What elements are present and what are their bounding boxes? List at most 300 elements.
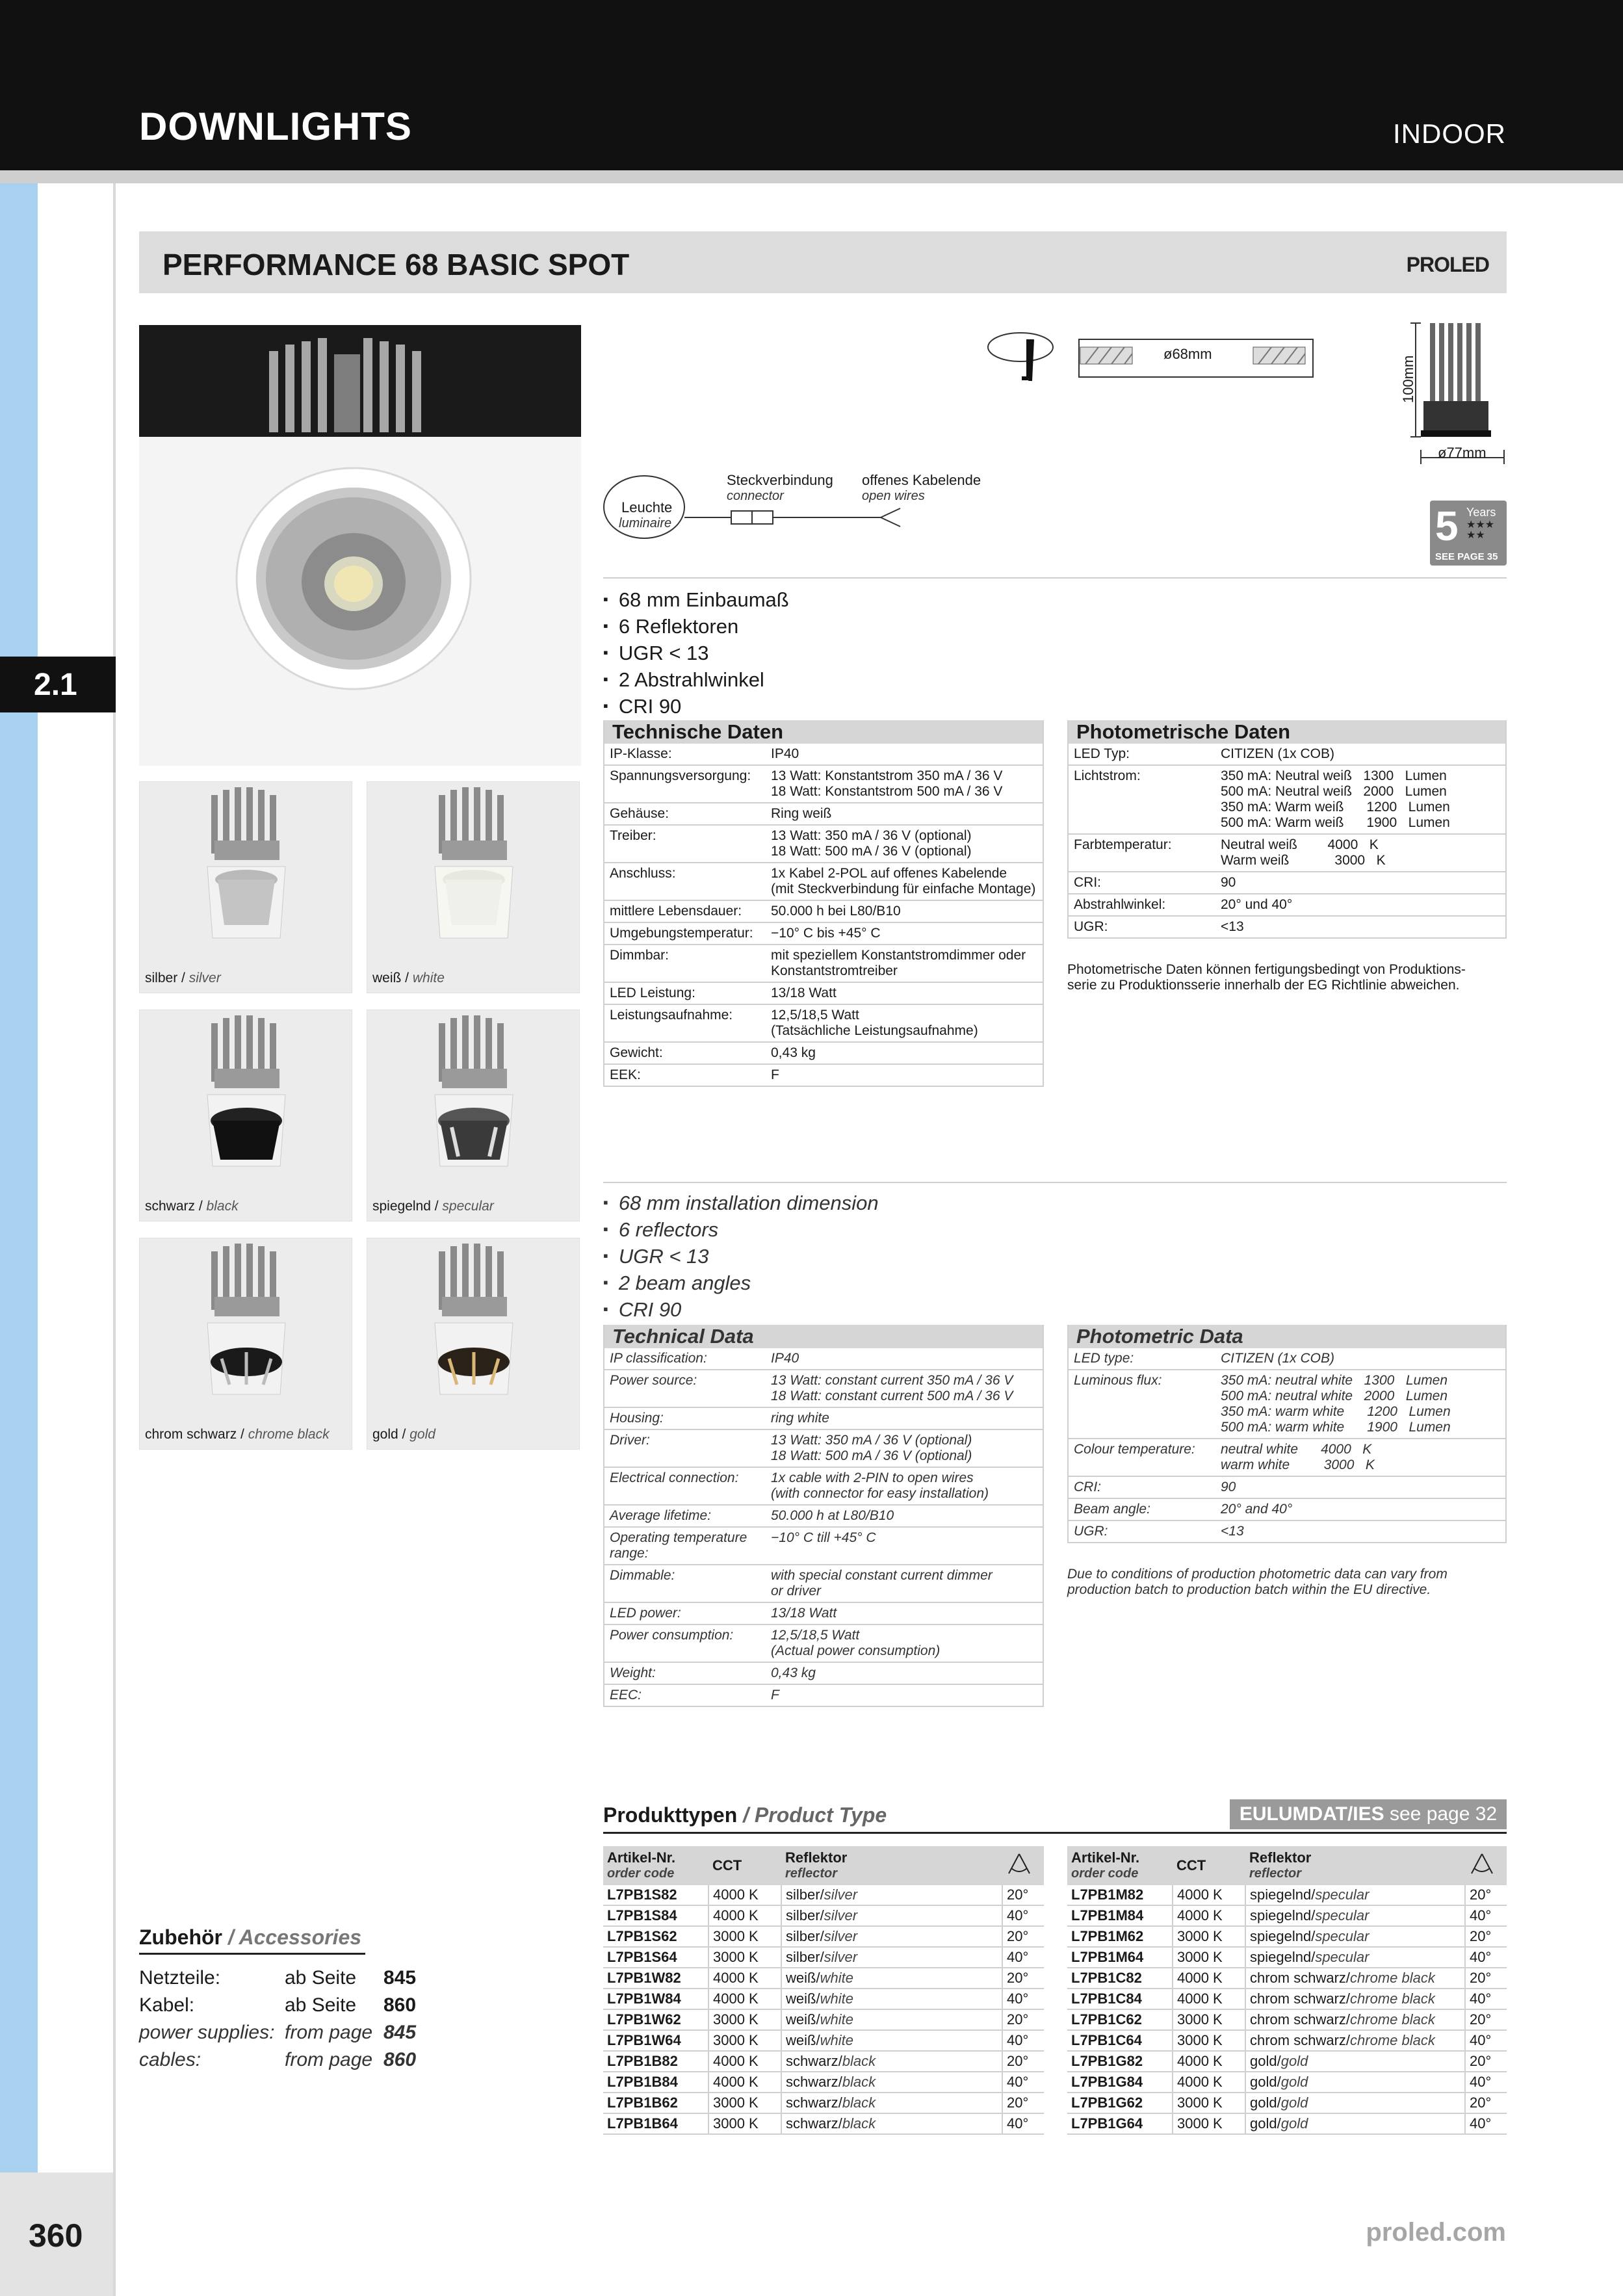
row-label: Leistungsaufnahme: bbox=[604, 1004, 766, 1042]
row-value: 12,5/18,5 Watt (Tatsächliche Leistungsaufnahme) bbox=[766, 1004, 1043, 1042]
photometric-data-de bbox=[1067, 720, 1507, 939]
beam-angle-value: 20° bbox=[1465, 1926, 1507, 1947]
table-row bbox=[603, 1989, 1044, 2009]
table-row bbox=[604, 765, 1043, 803]
order-code: L7PB1G82 bbox=[1067, 2051, 1173, 2072]
table-row bbox=[603, 1947, 1044, 1968]
row-value: 350 mA: Neutral weiß 1300 Lumen 500 mA: Neutral weiß 2000 Lumen 350 mA: Warm weiß 1200 Lumen 500 mA: Warm weiß 1900 Lumen bbox=[1215, 765, 1506, 834]
tech-data-de bbox=[603, 720, 1044, 1087]
order-code: L7PB1W64 bbox=[603, 2030, 708, 2051]
row-label: Power source: bbox=[604, 1370, 766, 1407]
order-code: L7PB1S82 bbox=[603, 1885, 708, 1905]
variant-label: gold / gold bbox=[372, 1427, 435, 1442]
feature-item: ▪ 6 reflectors bbox=[603, 1218, 879, 1244]
accessories-title: Zubehör / Accessories bbox=[139, 1925, 362, 1949]
beam-angle-value: 20° bbox=[1002, 2051, 1044, 2072]
row-value: CITIZEN (1x COB) bbox=[1215, 744, 1506, 765]
accessory-page-link[interactable]: 860 bbox=[383, 1994, 417, 2016]
cct-value: 3000 K bbox=[1173, 2009, 1245, 2030]
beam-angle-value: 20° bbox=[1002, 2093, 1044, 2113]
table-row bbox=[1067, 1926, 1507, 1947]
side-rail bbox=[0, 183, 38, 2172]
cct-value: 4000 K bbox=[708, 1968, 781, 1989]
cct-value: 4000 K bbox=[708, 1989, 781, 2009]
col-code: Artikel-Nr. order code bbox=[603, 1846, 708, 1885]
table-title: Photometric Data bbox=[1068, 1325, 1506, 1348]
table-row bbox=[603, 1968, 1044, 1989]
table-row bbox=[1068, 834, 1506, 872]
row-value: 50.000 h at L80/B10 bbox=[766, 1505, 1043, 1527]
col-code: Artikel-Nr. order code bbox=[1067, 1846, 1173, 1885]
reflector-value: chrom schwarz/chrome black bbox=[1245, 1968, 1465, 1989]
table-row bbox=[604, 922, 1043, 945]
row-label: Gewicht: bbox=[604, 1042, 766, 1064]
table-row bbox=[604, 1064, 1043, 1086]
diameter-dimension: ø77mm bbox=[1438, 445, 1487, 461]
feature-item: ▪ 6 Reflektoren bbox=[603, 614, 789, 641]
feature-item: ▪ CRI 90 bbox=[603, 694, 789, 721]
photometric-data-en bbox=[1067, 1325, 1507, 1543]
cutout-dimension: ø68mm bbox=[1163, 346, 1212, 362]
table-title: Technische Daten bbox=[604, 720, 1043, 744]
row-label: Dimmbar: bbox=[604, 945, 766, 982]
order-code: L7PB1S62 bbox=[603, 1926, 708, 1947]
reflector-value: silber/silver bbox=[781, 1885, 1002, 1905]
row-label: Driver: bbox=[604, 1429, 766, 1467]
table-row bbox=[1068, 744, 1506, 765]
order-code: L7PB1S64 bbox=[603, 1947, 708, 1968]
row-label: Average lifetime: bbox=[604, 1505, 766, 1527]
table-row bbox=[1067, 1968, 1507, 1989]
order-code: L7PB1C82 bbox=[1067, 1968, 1173, 1989]
row-value: Ring weiß bbox=[766, 803, 1043, 825]
table-row bbox=[604, 1004, 1043, 1042]
variant-photo-white bbox=[367, 781, 580, 993]
row-label: Treiber: bbox=[604, 825, 766, 863]
beam-angle-value: 40° bbox=[1002, 2030, 1044, 2051]
product-table-right bbox=[1067, 1846, 1507, 2135]
row-label: EEK: bbox=[604, 1064, 766, 1086]
cct-value: 3000 K bbox=[708, 1926, 781, 1947]
table-row bbox=[603, 2072, 1044, 2093]
table-row bbox=[604, 744, 1043, 765]
row-label: EEC: bbox=[604, 1684, 766, 1706]
reflector-value: chrom schwarz/chrome black bbox=[1245, 2009, 1465, 2030]
beam-angle-value: 20° bbox=[1465, 1968, 1507, 1989]
feature-item: ▪ 68 mm installation dimension bbox=[603, 1191, 879, 1218]
beam-angle-value: 40° bbox=[1002, 1989, 1044, 2009]
variant-label: chrom schwarz / chrome black bbox=[145, 1427, 330, 1442]
chapter-tab: 2.1 bbox=[0, 657, 116, 712]
table-row bbox=[604, 1370, 1043, 1407]
order-code: L7PB1M64 bbox=[1067, 1947, 1173, 1968]
variant-label: weiß / white bbox=[372, 971, 445, 985]
product-title: PERFORMANCE 68 BASIC SPOT bbox=[162, 248, 630, 281]
feature-item: ▪ UGR < 13 bbox=[603, 641, 789, 668]
variant-photo-black bbox=[139, 1010, 352, 1221]
row-value: Neutral weiß 4000 K Warm weiß 3000 K bbox=[1215, 834, 1506, 872]
beam-angle-value: 40° bbox=[1465, 2113, 1507, 2134]
row-value: −10° C till +45° C bbox=[766, 1527, 1043, 1565]
variant-label: spiegelnd / specular bbox=[372, 1199, 494, 1214]
feature-item: ▪ 2 Abstrahlwinkel bbox=[603, 668, 789, 694]
row-label: CRI: bbox=[1068, 872, 1215, 894]
variant-photo-silver bbox=[139, 781, 352, 993]
table-row bbox=[604, 1407, 1043, 1429]
beam-angle-icon bbox=[1465, 1846, 1507, 1885]
table-row bbox=[1067, 2113, 1507, 2134]
order-code: L7PB1B82 bbox=[603, 2051, 708, 2072]
warranty-stars-icon: ★★★ ★★ bbox=[1466, 519, 1495, 541]
row-value: F bbox=[766, 1684, 1043, 1706]
reflector-value: weiß/white bbox=[781, 1968, 1002, 1989]
hero-photo bbox=[139, 325, 581, 766]
table-row bbox=[1067, 2051, 1507, 2072]
accessories-list bbox=[139, 1967, 417, 2076]
cct-value: 4000 K bbox=[1173, 1885, 1245, 1905]
row-label: Gehäuse: bbox=[604, 803, 766, 825]
beam-angle-value: 20° bbox=[1465, 2093, 1507, 2113]
beam-angle-value: 40° bbox=[1002, 2072, 1044, 2093]
brand-logo: PROLED bbox=[1406, 253, 1489, 276]
cct-value: 3000 K bbox=[1173, 2113, 1245, 2134]
row-value: 20° und 40° bbox=[1215, 894, 1506, 916]
table-row bbox=[1068, 872, 1506, 894]
table-row bbox=[604, 1505, 1043, 1527]
row-value: 12,5/18,5 Watt (Actual power consumption) bbox=[766, 1624, 1043, 1662]
order-code: L7PB1M84 bbox=[1067, 1905, 1173, 1926]
reflector-value: weiß/white bbox=[781, 1989, 1002, 2009]
row-value: with special constant current dimmer or driver bbox=[766, 1565, 1043, 1602]
row-label: IP-Klasse: bbox=[604, 744, 766, 765]
beam-angle-value: 20° bbox=[1002, 2009, 1044, 2030]
table-row bbox=[604, 863, 1043, 900]
row-label: Farbtemperatur: bbox=[1068, 834, 1215, 872]
row-value: 13 Watt: 350 mA / 36 V (optional) 18 Watt: 500 mA / 36 V (optional) bbox=[766, 825, 1043, 863]
table-title: Technical Data bbox=[604, 1325, 1043, 1348]
row-label: LED type: bbox=[1068, 1348, 1215, 1370]
row-value: CITIZEN (1x COB) bbox=[1215, 1348, 1506, 1370]
cct-value: 4000 K bbox=[708, 2072, 781, 2093]
beam-angle-value: 20° bbox=[1465, 2051, 1507, 2072]
section-label: INDOOR bbox=[1393, 118, 1506, 149]
row-value: <13 bbox=[1215, 916, 1506, 938]
reflector-value: gold/gold bbox=[1245, 2051, 1465, 2072]
variant-photo-specular bbox=[367, 1010, 580, 1221]
table-row bbox=[603, 2093, 1044, 2113]
order-code: L7PB1G62 bbox=[1067, 2093, 1173, 2113]
table-row bbox=[1067, 2072, 1507, 2093]
table-row bbox=[1067, 2093, 1507, 2113]
table-row bbox=[1067, 1989, 1507, 2009]
tech-data-en bbox=[603, 1325, 1044, 1707]
table-row bbox=[1067, 1905, 1507, 1926]
beam-angle-value: 20° bbox=[1465, 2009, 1507, 2030]
reflector-value: schwarz/black bbox=[781, 2113, 1002, 2134]
cct-value: 3000 K bbox=[1173, 2093, 1245, 2113]
table-row bbox=[1067, 2030, 1507, 2051]
beam-angle-value: 40° bbox=[1002, 2113, 1044, 2134]
row-value: mit speziellem Konstantstromdimmer oder Konstantstromtreiber bbox=[766, 945, 1043, 982]
order-code: L7PB1W82 bbox=[603, 1968, 708, 1989]
table-row bbox=[1068, 1439, 1506, 1476]
row-label: Spannungsversorgung: bbox=[604, 765, 766, 803]
table-row bbox=[604, 982, 1043, 1004]
table-row bbox=[1068, 1498, 1506, 1520]
row-label: Luminous flux: bbox=[1068, 1370, 1215, 1439]
reflector-value: silber/silver bbox=[781, 1926, 1002, 1947]
accessory-page-link[interactable]: 845 bbox=[383, 1967, 417, 1989]
row-label: LED Leistung: bbox=[604, 982, 766, 1004]
row-label: Operating temperature range: bbox=[604, 1527, 766, 1565]
row-value: 13 Watt: 350 mA / 36 V (optional) 18 Watt: 500 mA / 36 V (optional) bbox=[766, 1429, 1043, 1467]
table-row bbox=[603, 2113, 1044, 2134]
photometric-note-de: Photometrische Daten können fertigungsbedingt von Produktions- serie zu Produktionsserie innerhalb der EG Richtlinie abweichen. bbox=[1067, 962, 1466, 993]
product-table-left bbox=[603, 1846, 1044, 2135]
col-cct: CCT bbox=[708, 1846, 781, 1885]
accessory-page-link[interactable]: 845 bbox=[383, 2022, 417, 2043]
feature-list-en bbox=[603, 1191, 879, 1324]
table-row bbox=[604, 1662, 1043, 1684]
beam-angle-icon bbox=[1002, 1846, 1044, 1885]
cct-value: 3000 K bbox=[708, 2113, 781, 2134]
variant-photo-chrome-black bbox=[139, 1238, 352, 1450]
col-cct: CCT bbox=[1173, 1846, 1245, 1885]
row-value: 50.000 h bei L80/B10 bbox=[766, 900, 1043, 922]
table-row bbox=[1068, 916, 1506, 938]
table-row bbox=[604, 1624, 1043, 1662]
table-row bbox=[603, 2051, 1044, 2072]
row-value: 0,43 kg bbox=[766, 1042, 1043, 1064]
col-reflector: Reflektor reflector bbox=[781, 1846, 1002, 1885]
beam-angle-value: 40° bbox=[1002, 1905, 1044, 1926]
page-number: 360 bbox=[29, 2217, 83, 2254]
beam-angle-value: 40° bbox=[1465, 2030, 1507, 2051]
beam-angle-value: 40° bbox=[1465, 1989, 1507, 2009]
row-label: Dimmable: bbox=[604, 1565, 766, 1602]
beam-angle-value: 20° bbox=[1002, 1885, 1044, 1905]
table-row bbox=[604, 1527, 1043, 1565]
accessories-underline bbox=[139, 1953, 365, 1955]
variant-label: schwarz / black bbox=[145, 1199, 239, 1214]
row-value: 13/18 Watt bbox=[766, 1602, 1043, 1624]
height-dimension: 100mm bbox=[1400, 355, 1416, 403]
table-row bbox=[1067, 1947, 1507, 1968]
table-row bbox=[604, 945, 1043, 982]
feature-item: ▪ 2 beam angles bbox=[603, 1271, 879, 1298]
row-value: 90 bbox=[1215, 1476, 1506, 1498]
table-row bbox=[1068, 894, 1506, 916]
order-code: L7PB1C62 bbox=[1067, 2009, 1173, 2030]
category-title: DOWNLIGHTS bbox=[139, 105, 412, 148]
order-code: L7PB1W84 bbox=[603, 1989, 708, 2009]
table-row bbox=[604, 1467, 1043, 1505]
row-value: <13 bbox=[1215, 1520, 1506, 1543]
luminaire-label: Leuchte bbox=[621, 499, 673, 515]
row-value: 13 Watt: constant current 350 mA / 36 V 18 Watt: constant current 500 mA / 36 V bbox=[766, 1370, 1043, 1407]
table-row bbox=[604, 1042, 1043, 1064]
row-label: Beam angle: bbox=[1068, 1498, 1215, 1520]
dimension-drawing bbox=[981, 320, 1514, 476]
accessory-row: power supplies: from page 845 bbox=[139, 2022, 417, 2043]
accessory-row: cables: from page 860 bbox=[139, 2049, 417, 2070]
reflector-value: silber/silver bbox=[781, 1947, 1002, 1968]
row-value: 1x Kabel 2-POL auf offenes Kabelende (mit Steckverbindung für einfache Montage) bbox=[766, 863, 1043, 900]
table-row bbox=[603, 1905, 1044, 1926]
reflector-value: weiß/white bbox=[781, 2009, 1002, 2030]
order-code: L7PB1B64 bbox=[603, 2113, 708, 2134]
accessory-row: Netzteile: ab Seite 845 bbox=[139, 1967, 417, 1989]
cct-value: 3000 K bbox=[708, 2030, 781, 2051]
accessory-page-link[interactable]: 860 bbox=[383, 2049, 417, 2070]
row-label: UGR: bbox=[1068, 1520, 1215, 1543]
row-value: 350 mA: neutral white 1300 Lumen 500 mA: neutral white 2000 Lumen 350 mA: warm white 1200 Lumen 500 mA: warm white 1900 Lumen bbox=[1215, 1370, 1506, 1439]
table-title: Photometrische Daten bbox=[1068, 720, 1506, 744]
table-row bbox=[1068, 1370, 1506, 1439]
table-row bbox=[603, 2009, 1044, 2030]
order-code: L7PB1C84 bbox=[1067, 1989, 1173, 2009]
variant-photo-gold bbox=[367, 1238, 580, 1450]
reflector-value: chrom schwarz/chrome black bbox=[1245, 1989, 1465, 2009]
reflector-value: schwarz/black bbox=[781, 2093, 1002, 2113]
table-row bbox=[1068, 765, 1506, 834]
feature-item: ▪ UGR < 13 bbox=[603, 1244, 879, 1271]
product-types-underline bbox=[603, 1832, 1507, 1834]
table-row bbox=[604, 1565, 1043, 1602]
order-code: L7PB1M62 bbox=[1067, 1926, 1173, 1947]
reflector-value: weiß/white bbox=[781, 2030, 1002, 2051]
beam-angle-value: 20° bbox=[1465, 1885, 1507, 1905]
reflector-value: schwarz/black bbox=[781, 2051, 1002, 2072]
table-row bbox=[604, 900, 1043, 922]
table-row bbox=[1067, 2009, 1507, 2030]
order-code: L7PB1G84 bbox=[1067, 2072, 1173, 2093]
row-label: LED Typ: bbox=[1068, 744, 1215, 765]
row-value: IP40 bbox=[766, 1348, 1043, 1370]
row-value: 13 Watt: Konstantstrom 350 mA / 36 V 18 Watt: Konstantstrom 500 mA / 36 V bbox=[766, 765, 1043, 803]
reflector-value: gold/gold bbox=[1245, 2072, 1465, 2093]
beam-angle-value: 40° bbox=[1465, 2072, 1507, 2093]
beam-angle-value: 40° bbox=[1465, 1905, 1507, 1926]
order-code: L7PB1B62 bbox=[603, 2093, 708, 2113]
cct-value: 4000 K bbox=[1173, 2072, 1245, 2093]
table-row bbox=[604, 1348, 1043, 1370]
table-row bbox=[1068, 1520, 1506, 1543]
cct-value: 4000 K bbox=[708, 1905, 781, 1926]
row-value: ring white bbox=[766, 1407, 1043, 1429]
margin-line bbox=[113, 183, 116, 2296]
row-label: mittlere Lebensdauer: bbox=[604, 900, 766, 922]
table-row bbox=[1068, 1476, 1506, 1498]
luminaire-label-en: luminaire bbox=[619, 516, 672, 530]
beam-angle-value: 40° bbox=[1465, 1947, 1507, 1968]
connector-label: Steckverbindung bbox=[727, 472, 833, 488]
row-label: CRI: bbox=[1068, 1476, 1215, 1498]
divider bbox=[603, 1182, 1507, 1183]
table-row bbox=[1068, 1348, 1506, 1370]
cct-value: 3000 K bbox=[1173, 2030, 1245, 2051]
table-row bbox=[603, 2030, 1044, 2051]
beam-angle-value: 20° bbox=[1002, 1926, 1044, 1947]
table-row bbox=[1067, 1885, 1507, 1905]
reflector-value: spiegelnd/specular bbox=[1245, 1905, 1465, 1926]
row-label: LED power: bbox=[604, 1602, 766, 1624]
table-row bbox=[604, 1429, 1043, 1467]
open-wires-label: offenes Kabelende bbox=[862, 472, 981, 488]
order-code: L7PB1B84 bbox=[603, 2072, 708, 2093]
cct-value: 4000 K bbox=[1173, 1989, 1245, 2009]
website: proled.com bbox=[1366, 2218, 1506, 2247]
reflector-value: gold/gold bbox=[1245, 2093, 1465, 2113]
row-label: IP classification: bbox=[604, 1348, 766, 1370]
row-label: Colour temperature: bbox=[1068, 1439, 1215, 1476]
row-label: Anschluss: bbox=[604, 863, 766, 900]
cct-value: 4000 K bbox=[1173, 1968, 1245, 1989]
eulumdat-link[interactable]: EULUMDAT/IES see page 32 bbox=[1230, 1799, 1507, 1829]
cct-value: 4000 K bbox=[708, 1885, 781, 1905]
feature-list-de bbox=[603, 588, 789, 721]
divider bbox=[603, 577, 1507, 579]
row-value: IP40 bbox=[766, 744, 1043, 765]
cct-value: 3000 K bbox=[1173, 1926, 1245, 1947]
cct-value: 4000 K bbox=[708, 2051, 781, 2072]
header-stripe bbox=[0, 170, 1623, 183]
row-label: Housing: bbox=[604, 1407, 766, 1429]
connector-label-en: connector bbox=[727, 489, 784, 503]
feature-item: ▪ CRI 90 bbox=[603, 1298, 879, 1324]
feature-item: ▪ 68 mm Einbaumaß bbox=[603, 588, 789, 614]
table-row bbox=[604, 1684, 1043, 1706]
cct-value: 4000 K bbox=[1173, 1905, 1245, 1926]
row-value: 13/18 Watt bbox=[766, 982, 1043, 1004]
variant-label: silber / silver bbox=[145, 971, 221, 985]
order-code: L7PB1S84 bbox=[603, 1905, 708, 1926]
cct-value: 4000 K bbox=[1173, 2051, 1245, 2072]
reflector-value: spiegelnd/specular bbox=[1245, 1947, 1465, 1968]
warranty-badge bbox=[1430, 501, 1507, 566]
row-value: 20° and 40° bbox=[1215, 1498, 1506, 1520]
order-code: L7PB1M82 bbox=[1067, 1885, 1173, 1905]
row-value: −10° C bis +45° C bbox=[766, 922, 1043, 945]
table-row bbox=[603, 1885, 1044, 1905]
reflector-value: silber/silver bbox=[781, 1905, 1002, 1926]
open-wires-label-en: open wires bbox=[862, 489, 925, 503]
table-row bbox=[604, 825, 1043, 863]
table-row bbox=[604, 803, 1043, 825]
row-value: F bbox=[766, 1064, 1043, 1086]
warranty-years-number: 5 bbox=[1435, 502, 1459, 549]
row-value: 1x cable with 2-PIN to open wires (with connector for easy installation) bbox=[766, 1467, 1043, 1505]
order-code: L7PB1G64 bbox=[1067, 2113, 1173, 2134]
reflector-value: chrom schwarz/chrome black bbox=[1245, 2030, 1465, 2051]
row-label: UGR: bbox=[1068, 916, 1215, 938]
product-types-title: Produkttypen / Product Type bbox=[603, 1803, 887, 1827]
row-label: Electrical connection: bbox=[604, 1467, 766, 1505]
reflector-value: gold/gold bbox=[1245, 2113, 1465, 2134]
reflector-value: spiegelnd/specular bbox=[1245, 1926, 1465, 1947]
row-label: Abstrahlwinkel: bbox=[1068, 894, 1215, 916]
beam-angle-value: 20° bbox=[1002, 1968, 1044, 1989]
table-row bbox=[604, 1602, 1043, 1624]
reflector-value: spiegelnd/specular bbox=[1245, 1885, 1465, 1905]
row-value: 0,43 kg bbox=[766, 1662, 1043, 1684]
photometric-note-en: Due to conditions of production photometric data can vary from production batch to production batch within the EU directive. bbox=[1067, 1567, 1448, 1597]
beam-angle-value: 40° bbox=[1002, 1947, 1044, 1968]
row-value: 90 bbox=[1215, 872, 1506, 894]
cct-value: 3000 K bbox=[1173, 1947, 1245, 1968]
warranty-years-label: Years bbox=[1466, 506, 1496, 519]
table-row bbox=[603, 1926, 1044, 1947]
